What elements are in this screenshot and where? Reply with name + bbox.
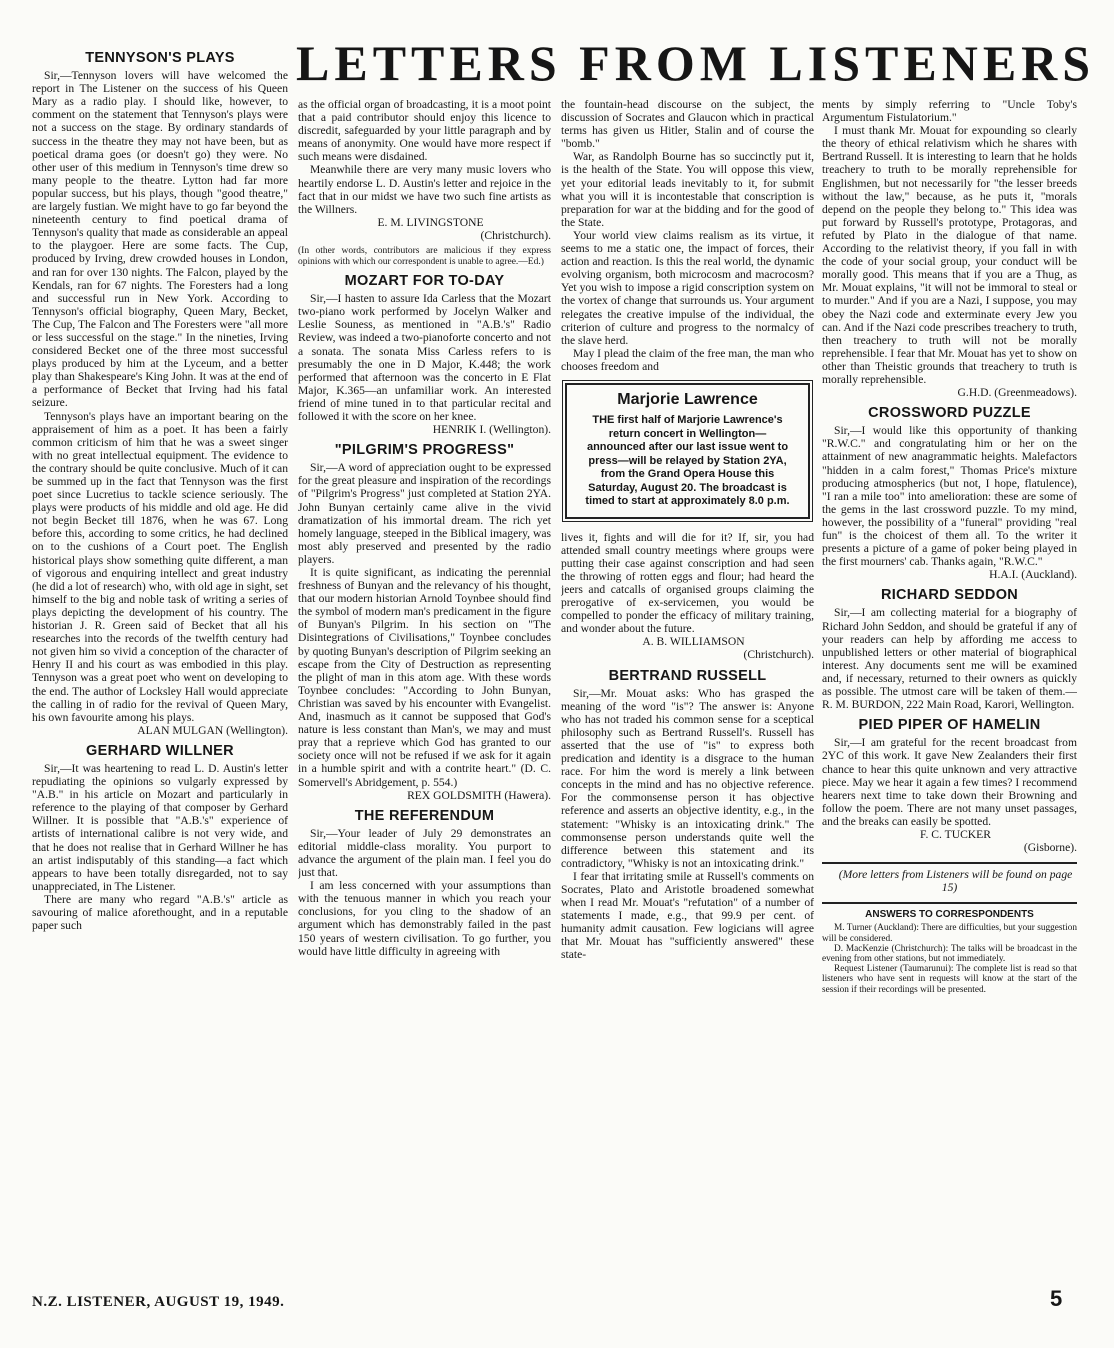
letter-paragraph: Sir,—A word of appreciation ought to be expressed for the great pleasure and inspiration of the recordings of "Pilgrim's Progress" just completed at Station 2YA. John Bunyan certainly came alive in the vivid dramatization of his immortal dream. The rich yet homely language, steeped in the Biblical imagery, was most ably preserved and presented by the radio players. <box>298 461 551 566</box>
letter-paragraph: ments by simply referring to "Uncle Toby's Argumentum Fistulatorium." <box>822 98 1077 125</box>
letter-place: (Gisborne). <box>1023 841 1077 855</box>
letter-paragraph: I must thank Mr. Mouat for expounding so clearly the theory of ethical relativism which he shares with Bertrand Russell. It is interesting to learn that he holds treachery to truth to be morally reprehensible for Englishmen, but not necessarily for "the lesser breeds without the law," because, as he puts it, "morals depend on the people they belong to." This idea was put forward by Russell's prototype, Protagoras, and refuted by Plato in the dialogue of that name. According to the relativist theory, if you fall in with the code of your social group, your conduct will be morally good. This means that if you are a Thug, as Mr. Mouat explains, "it will not be immoral to steal or to murder." And if you are a Nazi, I suppose, you may obey the Nazi code and exterminate every Jew you can. And if the Nazi code prescribes treachery to truth, then treachery to truth will not be morally reprehensible. I fear that Mr. Mouat has yet to show on other than Theistic grounds that treachery to truth is morally reprehensible. <box>822 124 1077 386</box>
letter-signature: REX GOLDSMITH (Hawera). <box>407 788 551 802</box>
heading-crossword-puzzle: CROSSWORD PUZZLE <box>868 405 1031 422</box>
divider <box>822 862 1077 864</box>
heading-bertrand-russell: BERTRAND RUSSELL <box>608 667 767 684</box>
answer-item: Request Listener (Taumarunui): The complete list is read so that listeners who have sent in requests will know at the start of the session if their recordings will be presented. <box>822 964 1077 995</box>
heading-richard-seddon: RICHARD SEDDON <box>880 587 1019 604</box>
letter-signature: ALAN MULGAN (Wellington). <box>137 723 288 737</box>
letter-paragraph: Sir,—Mr. Mouat asks: Who has grasped the meaning of the word "is"? The answer is: Anyone who has not traded his common sense for a sceptical philosophy such as Bertrand Russell's. Russell has asserted that the use of "is" to express both predication and identity is a disgrace to the human race. For him the word is merely a link between concepts in the mind and has no objective reference. For the commonsense person it has objective reference and asserts an objective identity, e.g., in the statement: "Whisky is an intoxicating drink." The commonsense person understands quite well the difference between this statement and its contradictory, "Whisky is not an intoxicating drink." <box>561 686 814 870</box>
heading-pied-piper: PIED PIPER OF HAMELIN <box>858 717 1041 734</box>
letter-place: (Christchurch). <box>480 228 551 242</box>
letter-signature: E. M. LIVINGSTONE <box>377 215 484 229</box>
answers-section <box>822 908 1077 995</box>
letter-paragraph: Sir,—I am grateful for the recent broadcast from 2YC of this work. It gave New Zealanders their first chance to hear this quite unknown and very attractive piece. May we hear it again a few times? I recommend hearers next time to take down their Browning and follow the poem. There are not many unset passages, and the breaks can easily be spotted. <box>822 736 1077 828</box>
letter-signature: HENRIK I. (Wellington). <box>432 423 551 437</box>
letter-paragraph: Sir,—It was heartening to read L. D. Austin's letter repudiating the opinions so vulgarly expressed by "A.B." in his article on Mozart and particularly in reference to the playing of that composer by Gerhard Willner. It is possible that "A.B.'s" experience of artists of international calibre is not very wide, and that he does not realise that in Gerhard Willner he has an artist indisputably of this standing—a fact which appears to have been totally disregarded, not to say unappreciated, in The Listener. <box>32 761 288 893</box>
column-3 <box>561 98 814 1288</box>
heading-mozart-for-today: MOZART FOR TO-DAY <box>344 273 505 290</box>
letter-paragraph: Sir,—Your leader of July 29 demonstrates an editorial middle-class morality. You purport to advance the argument of the plain man. I feel you do just that. <box>298 826 551 880</box>
letter-paragraph: the fountain-head discourse on the subject, the discussion of Socrates and Glaucon which in practical terms has given us Hitler, Stalin and of course the "bomb." <box>561 98 814 151</box>
letter-paragraph: I fear that irritating smile at Russell's comments on Socrates, Plato and Aristotle broadened somewhat when I read Mr. Mouat's "refutation" of a number of statements I made, e.g., that 99.9 per cent. of humanity admit causation. Few logicians will agree that Mr. Mouat has "sufficiently answered" these state- <box>561 869 814 962</box>
letter-paragraph: I am less concerned with your assumptions than with the tenuous manner in which you reach your conclusions, for you cling to the shadow of an argument which has demonstrably failed in the past 150 years of western civilisation. To go further, you would have little difficulty in agreeing with <box>298 879 551 958</box>
letter-paragraph: Sir,—I am collecting material for a biography of Richard John Seddon, and should be grateful if any of your readers can help by affording me access to unpublished letters or other material of biographical interest. Any documents sent me will be examined and, if necessary, returned to their owners as quickly as possible. The utmost care will be taken of them.—R. M. BURDON, 222 Main Road, Karori, Wellington. <box>822 606 1077 712</box>
heading-pilgrims-progress: "PILGRIM'S PROGRESS" <box>334 442 515 459</box>
heading-gerhard-willner: GERHARD WILLNER <box>86 742 234 759</box>
column-2 <box>298 98 551 1288</box>
letter-paragraph: There are many who regard "A.B.'s" article as savouring of malice aforethought, and in a reputable paper such <box>32 892 288 933</box>
heading-tennysons-plays: TENNYSON'S PLAYS <box>85 52 235 66</box>
letter-paragraph: Tennyson's plays have an important bearing on the appraisement of him as a poet. It has been a fairly common criticism of him that he was a sweet singer with no great intellectual equipment. The evidence to the contrary should be quite conclusive. Much of it can be summed up in the fact that Tennyson was the first poet since Lucretius to tackle science seriously. The plays were products of his middle and old age. He did not begin Becket till 1876, when he was 67. Long before this, according to some critics, he had declined on to the cushions of a Court poet. The English historical plays show something quite different, a man of vigorous and enquiring intellect and great industry (he did a lot of research) who, with old age in sight, set himself to the big and noble task of writing a series of plays depicting the development of his country. The historian J. R. Green said of Becket that all his researches into the records of the twelfth century had not given him so vivid a conception of the character of Henry II and his court as was embodied in this play. Tennyson was a great poet who went on developing to the end. The author of Locksley Hall would appreciate the calling in of radio for the revival of Queen Mary, his own favourite among his plays. <box>32 409 288 724</box>
continued-note: (More letters from Listeners will be found on page 15) <box>838 868 1073 895</box>
letter-paragraph: Your world view claims realism as its virtue, it seems to me a static one, the impact of forces, their action and reaction. Is this the real world, the dynamic evolving organism, both microcosm and macrocosm? Yet you wish to impose a rigid conscription system on the vortex of change that surrounds us. Your argument relegates the creative impulse of the individual, the criterion of culture and progress to the normalcy of the slave herd. <box>561 228 814 347</box>
letter-signature: H.A.I. (Auckland). <box>989 568 1077 582</box>
letter-paragraph: Sir,—I would like this opportunity of thanking "R.W.C." and congratulating him or her on the attainment of new anagrammatic heights. Malefactors "hidden in a calm forest," Thomas Price's mixture producing atmospherics (but not, I hope, flatulence), "I ran a mile too" into amelioration: these are some of the gems in the last crossword puzzle. To my mind, however, the possibility of a "funeral" providing "real fun" is the choicest of them all. To the writer it presents a picture of a game of poker being played in the first mourners' cab. Thanks again, "R.W.C." <box>822 424 1077 569</box>
announcement-title: Marjorie Lawrence <box>617 390 758 408</box>
masthead-title: LETTERS FROM LISTENERS <box>296 35 1096 91</box>
letter-signature: A. B. WILLIAMSON <box>642 635 745 649</box>
letter-paragraph: Meanwhile there are very many music lovers who heartily endorse L. D. Austin's letter and rejoice in the fact that in our midst we have two such fine artists as the Willners. <box>298 163 551 216</box>
letter-paragraph: Sir,—Tennyson lovers will have welcomed the report in The Listener on the success of his Queen Mary as a radio play. I should like, however, to comment on the statement that Tennyson's plays were not a success on the stage. By ordinary standards of success in the theatre they may not have been, but as poetical drama goes (or doesn't go) they were. No other user of this medium in Tennyson's time drew so many people to the theatre. Lytton had far more popular success, but his plays, though "good theatre," are largely fustian. We might have to go far beyond the nineteenth century to find poetical drama of Tennyson's quality that made as considerable an appeal to the playgoer. Here are some facts. The Cup, produced by Irving, drew crowded houses in London, and ran for over 130 nights. The Falcon, played by the Kendals, ran for 67 nights. The Foresters had a long and successful run in New York. According to Tennyson's official biography, Queen Mary, Becket, The Cup, The Falcon and The Foresters were "all more or less successful on the stage." In the nineties, Irving considered Becket one of the three most successful plays produced by him at the Lyceum, and a better play than Shakespeare's King John. It was at the end of a performance of Becket that Irving had his fatal seizure. <box>32 69 288 410</box>
column-1 <box>32 52 288 1282</box>
letter-signature: G.H.D. (Greenmeadows). <box>957 386 1077 400</box>
announcement-box <box>565 383 810 519</box>
letter-place: (Christchurch). <box>743 648 814 662</box>
editor-note: (In other words, contributors are malicious if they express opinions with which our correspondent is unable to agree.—Ed.) <box>298 246 551 267</box>
page-number: 5 <box>1050 1286 1063 1311</box>
letter-paragraph: as the official organ of broadcasting, it is a moot point that a paid contributor should enjoy this licence to discredit, safeguarded by your little paragraph and by means of anonymity. One would have more respect if such means were disdained. <box>298 98 551 164</box>
divider <box>822 902 1077 904</box>
answer-item: D. MacKenzie (Christchurch): The talks will be broadcast in the evening from other stations, but not immediately. <box>822 943 1077 965</box>
letter-paragraph: lives it, fights and will die for it? If, sir, you had attended small country meetings where groups were putting their case against conscription and had seen the throwing of rotten eggs and flour; had heard the jeers and catcalls of organised groups claiming the prerogative of ex-servicemen, you would be compelled to ponder the efficacy of military training, and wonder about the future. <box>561 530 814 636</box>
heading-the-referendum: THE REFERENDUM <box>354 807 495 824</box>
answers-title: ANSWERS TO CORRESPONDENTS <box>865 909 1034 921</box>
letter-paragraph: Sir,—I hasten to assure Ida Carless that the Mozart two-piano work performed by Jocelyn Walker and Leslie Souness, as mentioned in "A.B.'s" Radio Review, was indeed a two-pianoforte concerto and not a sonata. The sonata Miss Carless refers to is presumably the one in D Major, K.448; the work performed that afternoon was the concerto in E Flat Major, K.365—an unfamiliar work. An interested friend of mine tuned in to that particular recital and followed it with the score on her knee. <box>298 292 551 423</box>
answer-item: M. Turner (Auckland): There are difficulties, but your suggestion will be considered. <box>822 923 1077 944</box>
announcement-text: THE first half of Marjorie Lawrence's return concert in Wellington—announced after our last issue went to press—will be relayed by Station 2YA, from the Grand Opera House this Saturday, August 20. The broadcast is timed to start at approximately 8.0 p.m. <box>585 414 790 508</box>
letter-paragraph: It is quite significant, as indicating the perennial freshness of Bunyan and the relevancy of his thought, that our modern historian Arnold Toynbee should find the symbol of modern man's predicament in the figure of Bunyan's Pilgrim. In his section on "The Disintegrations of Civilisations," Toynbee concludes by quoting Bunyan's description of Pilgrim seeking an escape from the City of Destruction as representing the plight of man in this atom age. With these words Toynbee concludes: "According to John Bunyan, Christian was saved by his encounter with Evangelist. And, inasmuch as it cannot be supposed that God's nature is less constant than Man's, we may and must pray that a reprieve which God has granted to our society once will not be refused if we ask for it again in a humble spirit and with a contrite heart." (D. C. Somervell's Abridgement, p. 554.) <box>298 566 551 789</box>
column-4 <box>822 98 1077 1288</box>
letter-signature: F. C. TUCKER <box>919 827 991 841</box>
letter-paragraph: May I plead the claim of the free man, the man who chooses freedom and <box>561 346 814 373</box>
issue-footer: N.Z. LISTENER, AUGUST 19, 1949. <box>32 1294 285 1310</box>
letter-paragraph: War, as Randolph Bourne has so succinctly put it, is the health of the State. You will oppose this view, yet your editorial leads inevitably to it, for submit what you will it is incontestable that conscription is preparation for war at the bidding and for the good of the State. <box>561 150 814 229</box>
